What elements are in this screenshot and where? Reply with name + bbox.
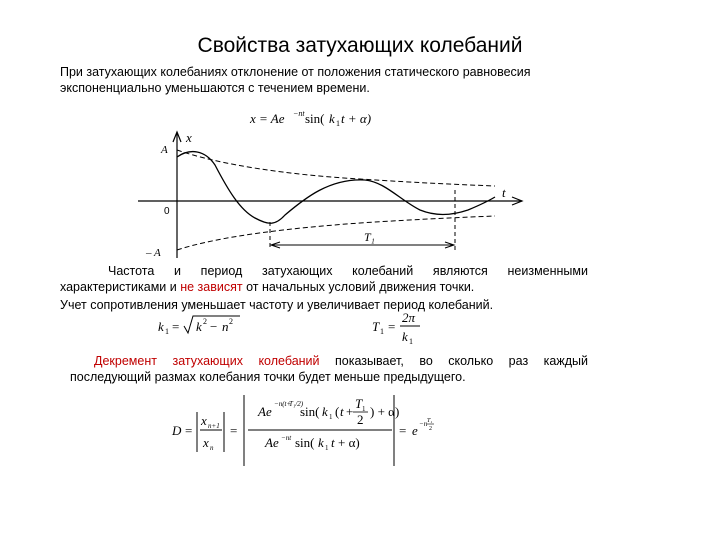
period-arrow (271, 242, 454, 248)
svg-text:D: D (172, 423, 182, 438)
svg-text:t: t (340, 404, 344, 419)
not-depend-highlight: не зависят (180, 280, 243, 294)
properties-line-2a: характеристиками и (60, 280, 181, 294)
svg-text:n+1: n+1 (208, 422, 220, 430)
svg-text:Ae: Ae (258, 404, 272, 419)
svg-text:2: 2 (229, 317, 233, 326)
svg-text:x: x (201, 413, 207, 428)
svg-text:−nt: −nt (281, 434, 292, 442)
svg-text:T₁: T₁ (427, 418, 433, 424)
decrement-line-2: последующий размах колебания точки будет меньше предыдущего. (70, 370, 466, 384)
svg-text:e: e (412, 423, 418, 438)
svg-text:+ α): + α) (338, 435, 360, 450)
k1-formula (158, 316, 240, 336)
svg-text:1: 1 (380, 327, 384, 336)
amplitude-label: A (161, 144, 168, 156)
svg-text:k: k (158, 319, 164, 334)
svg-text:=: = (388, 319, 396, 334)
resistance-note: Учет сопротивления уменьшает частоту и увеличивает период колебаний. (60, 298, 494, 312)
svg-text:Ae: Ae (265, 435, 279, 450)
svg-text:k: k (318, 435, 324, 450)
svg-text:T₁/2): T₁/2) (289, 400, 304, 408)
properties-line-2b: от начальных условий движения точки. (242, 280, 475, 294)
svg-text:k: k (196, 319, 202, 334)
svg-text:1: 1 (362, 405, 366, 413)
svg-text:k: k (402, 329, 408, 344)
y-axis-label: x (186, 130, 192, 145)
svg-text:−: − (210, 319, 218, 334)
svg-text:2: 2 (203, 317, 207, 326)
svg-text:=: = (399, 423, 407, 438)
svg-text:1: 1 (165, 327, 169, 336)
negative-amplitude-label: – A (146, 247, 161, 259)
svg-text:1: 1 (336, 119, 340, 128)
graph-axes (138, 132, 522, 258)
x-axis-label: t (502, 185, 506, 200)
svg-text:=: = (230, 423, 238, 438)
intro-line-2: экспоненциально уменьшаются с течением времени. (60, 81, 370, 95)
period-markers (270, 190, 455, 250)
svg-text:k: k (322, 404, 328, 419)
svg-text:=: = (172, 319, 180, 334)
svg-text:n: n (210, 444, 214, 452)
svg-text:x: x (203, 435, 209, 450)
svg-text:−nt: −nt (293, 109, 305, 118)
svg-text:1: 1 (325, 444, 329, 452)
svg-text:t: t (331, 435, 335, 450)
svg-text:(: ( (335, 404, 340, 419)
svg-text:2: 2 (357, 412, 364, 427)
svg-text:t + α): t + α) (341, 111, 372, 126)
T1-formula (372, 310, 420, 346)
svg-text:1: 1 (409, 337, 413, 346)
svg-text:n: n (222, 319, 229, 334)
svg-text:−n: −n (419, 420, 428, 428)
page-title: Свойства затухающих колебаний (197, 34, 523, 57)
decrement-formula (171, 395, 434, 466)
svg-text:2π: 2π (402, 310, 416, 325)
svg-text:) + α): ) + α) (370, 404, 400, 419)
oscillation-formula (249, 109, 371, 128)
svg-text:2: 2 (429, 426, 432, 432)
upper-envelope (177, 150, 495, 186)
svg-text:k: k (329, 111, 335, 126)
properties-line-1: Частота и период затухающих колебаний являются неизменными (108, 264, 588, 278)
decrement-term: Декремент затухающих колебаний (94, 354, 320, 368)
svg-text:T: T (372, 319, 380, 334)
zero-label: 0 (164, 206, 170, 217)
period-label: T₁ (364, 230, 375, 244)
svg-text:sin(: sin( (300, 404, 320, 419)
svg-text:−n(t+: −n(t+ (274, 400, 292, 408)
svg-text:x = Ae: x = Ae (250, 111, 285, 126)
intro-line-1: При затухающих колебаниях отклонение от положения статического равновесия (60, 65, 531, 79)
svg-text:sin(: sin( (295, 435, 315, 450)
decrement-paragraph (70, 353, 588, 385)
svg-text:=: = (185, 423, 193, 438)
svg-text:+: + (346, 404, 354, 419)
properties-paragraph (60, 263, 588, 295)
svg-text:1: 1 (329, 413, 333, 421)
decrement-rest-1: показывает, во сколько раз каждый (319, 354, 588, 368)
svg-text:T: T (355, 396, 363, 411)
svg-text:sin(: sin( (305, 111, 325, 126)
